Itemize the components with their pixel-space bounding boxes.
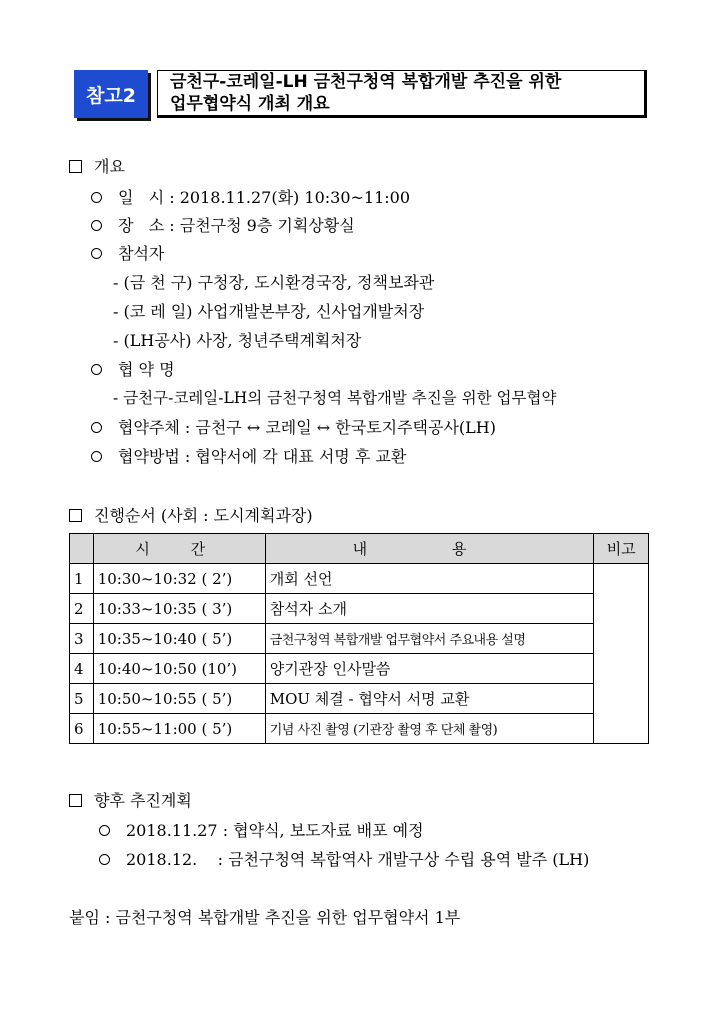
table-header-note: 비고 — [594, 534, 649, 564]
table-row — [70, 654, 649, 684]
program-table — [69, 533, 649, 744]
attendees-label: 참석자 — [118, 244, 165, 263]
method-text: 협약방법 : 협약서에 각 대표 서명 후 교환 — [118, 447, 407, 466]
table-row — [70, 714, 649, 744]
method-row — [91, 444, 406, 467]
program-heading — [69, 503, 313, 526]
reference-tag — [74, 70, 148, 118]
attendee-item: - (코 레 일) 사업개발본부장, 신사업개발처장 — [113, 302, 425, 321]
row-time: 10:33~10:35 ( 3’) — [93, 594, 265, 624]
place-value: 금천구청 9층 기획상황실 — [179, 216, 355, 235]
attendee-item: - (금 천 구) 구청장, 도시환경국장, 정책보좌관 — [113, 273, 435, 292]
parties-text: 협약주체 : 금천구 ↔ 코레일 ↔ 한국토지주택공사(LH) — [118, 418, 496, 437]
table-header-no — [70, 534, 94, 564]
circle-bullet-icon — [99, 825, 110, 836]
row-no: 2 — [70, 594, 94, 624]
date-label: 일 시 : — [118, 188, 175, 207]
table-row — [70, 684, 649, 714]
circle-bullet-icon — [91, 220, 102, 231]
attendee-item: - (LH공사) 사장, 청년주택계획처장 — [113, 331, 362, 350]
row-time: 10:30~10:32 ( 2’) — [93, 564, 265, 594]
row-no: 6 — [70, 714, 94, 744]
row-content: 개회 선언 — [265, 564, 594, 594]
row-time: 10:55~11:00 ( 5’) — [93, 714, 265, 744]
row-no: 4 — [70, 654, 94, 684]
future-item-text: 2018.12. : 금천구청역 복합역사 개발구상 수립 용역 발주 (LH) — [126, 850, 590, 869]
table-row — [70, 624, 649, 654]
row-time: 10:50~10:55 ( 5’) — [93, 684, 265, 714]
row-no: 3 — [70, 624, 94, 654]
row-note — [594, 564, 649, 744]
row-time: 10:35~10:40 ( 5’) — [93, 624, 265, 654]
agreement-value: - 금천구-코레일-LH의 금천구청역 복합개발 추진을 위한 업무협약 — [113, 389, 557, 407]
future-item — [99, 847, 589, 870]
parties-row — [91, 415, 496, 438]
circle-bullet-icon — [91, 364, 102, 375]
table-row — [70, 594, 649, 624]
circle-bullet-icon — [91, 248, 102, 259]
attachment-note: 붙임 : 금천구청역 복합개발 추진을 위한 업무협약서 1부 — [69, 908, 461, 927]
table-header-content: 내 용 — [265, 534, 594, 564]
agreement-label: 협 약 명 — [118, 360, 175, 379]
row-content: 양기관장 인사말씀 — [265, 654, 594, 684]
overview-heading-text: 개요 — [94, 157, 125, 176]
row-time: 10:40~10:50 (10’) — [93, 654, 265, 684]
checkbox-icon — [69, 794, 82, 807]
future-heading-text: 향후 추진계획 — [94, 791, 192, 810]
checkbox-icon — [69, 509, 82, 522]
agreement-row — [91, 357, 175, 380]
circle-bullet-icon — [99, 854, 110, 865]
row-content: 참석자 소개 — [265, 594, 594, 624]
attendees-row — [91, 241, 164, 264]
date-value: 2018.11.27(화) 10:30~11:00 — [179, 188, 411, 207]
reference-tag-label: 참고2 — [86, 84, 136, 107]
circle-bullet-icon — [91, 192, 102, 203]
future-item — [99, 818, 424, 841]
title-line-1: 금천구-코레일-LH 금천구청역 복합개발 추진을 위한 — [170, 72, 562, 92]
circle-bullet-icon — [91, 451, 102, 462]
place-label: 장 소 : — [118, 216, 175, 235]
date-row — [91, 185, 410, 208]
circle-bullet-icon — [91, 422, 102, 433]
table-row — [70, 564, 649, 594]
title-box — [157, 70, 647, 118]
row-content: 금천구청역 복합개발 업무협약서 주요내용 설명 — [265, 624, 594, 654]
title-line-2: 업무협약식 개최 개요 — [170, 94, 330, 114]
table-header-time: 시 간 — [93, 534, 265, 564]
row-content: MOU 체결 - 협약서 서명 교환 — [265, 684, 594, 714]
row-no: 5 — [70, 684, 94, 714]
program-heading-text: 진행순서 (사회 : 도시계획과장) — [94, 506, 313, 525]
future-heading — [69, 788, 192, 811]
future-item-text: 2018.11.27 : 협약식, 보도자료 배포 예정 — [126, 821, 424, 840]
checkbox-icon — [69, 160, 82, 173]
table-header-row — [70, 534, 649, 564]
overview-heading — [69, 154, 125, 177]
place-row — [91, 213, 355, 236]
row-no: 1 — [70, 564, 94, 594]
row-content: 기념 사진 촬영 (기관장 촬영 후 단체 촬영) — [265, 714, 594, 744]
